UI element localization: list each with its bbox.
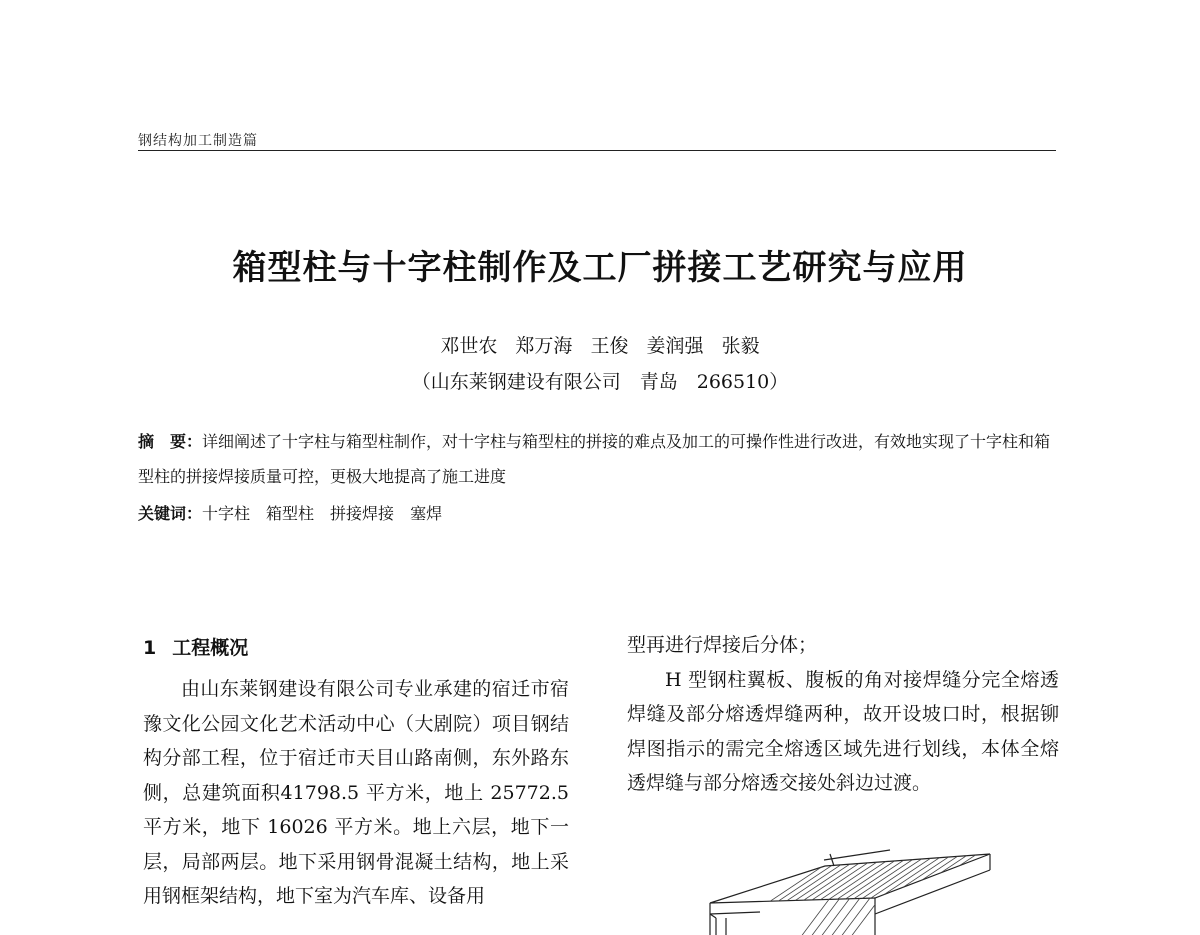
abstract-text: 详细阐述了十字柱与箱型柱制作，对十字柱与箱型柱的拼接的难点及加工的可操作性进行改进，有效地实现了十字柱和箱型柱的拼接焊接质量可控，更极大地提高了施工进度 [138,432,1051,486]
affiliation: （山东莱钢建设有限公司 青岛 266510） [411,371,789,393]
keywords-label: 关键词： [138,504,203,523]
header-rule [138,150,1056,151]
keyword: 十字柱 [202,504,251,523]
right-column [627,628,1059,801]
keyword: 塞焊 [410,504,443,523]
keywords [138,496,1058,531]
steel-column-figure [700,848,1000,935]
keyword: 箱型柱 [266,504,315,523]
author: 郑万海 [515,335,573,357]
section-heading [143,633,248,660]
section-title: 工程概况 [172,637,249,659]
right-paragraph: H 型钢柱翼板、腹板的角对接焊缝分完全熔透焊缝及部分熔透焊缝两种，故开设坡口时，根据铆焊图指示的需完全熔透区域先进行划线，本体全熔透焊缝与部分熔透交接处斜边过渡。 [627,668,1059,794]
author-list [0,331,1200,358]
running-head: 钢结构加工制造篇 [138,133,258,149]
left-column-paragraph: 由山东莱钢建设有限公司专业承建的宿迁市宿豫文化公园文化艺术活动中心（大剧院）项目钢结构分部工程，位于宿迁市天目山路南侧，东外路东侧，总建筑面积41798.5 平方米，地上 25772.5 平方米，地下 16026 平方米。地上六层，地下一层，局部两层。地下采用钢骨混凝土结构，地上采用钢框架结构，地下室为汽车库、设备用 [143,678,569,907]
abstract [138,424,1058,494]
author: 王俊 [590,335,629,357]
author: 张毅 [721,335,760,357]
author: 邓世农 [440,335,498,357]
keyword: 拼接焊接 [330,504,395,523]
paper-title: 箱型柱与十字柱制作及工厂拼接工艺研究与应用 [232,248,968,288]
author: 姜润强 [646,335,704,357]
section-number: 1 [143,637,157,659]
abstract-label: 摘 要： [138,432,203,451]
right-paragraph-continuation: 型再进行焊接后分体； [627,634,818,656]
